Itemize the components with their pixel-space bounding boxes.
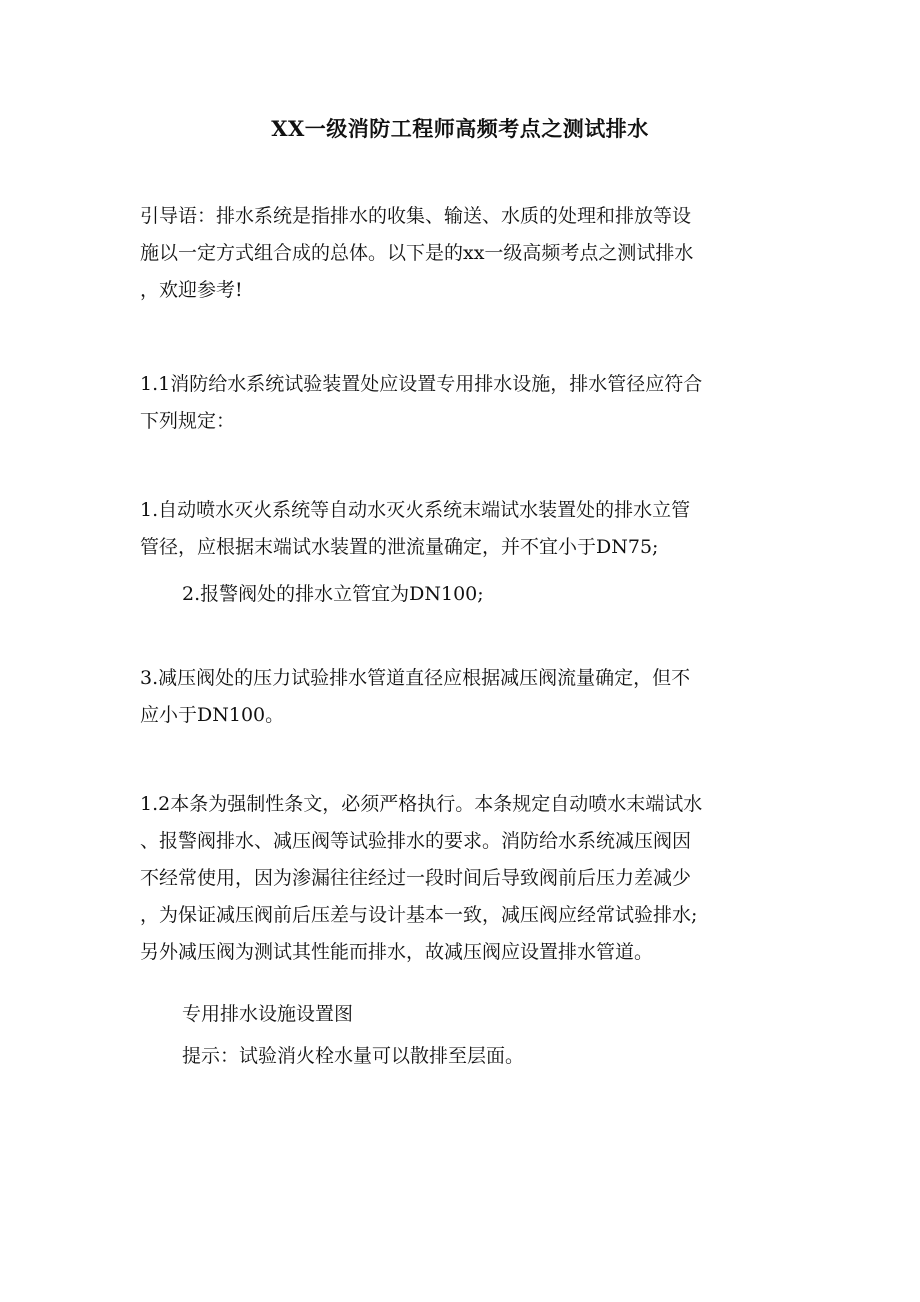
intro-line: 引导语：排水系统是指排水的收集、输送、水质的处理和排放等设: [140, 205, 692, 227]
item-2-paragraph: [140, 576, 784, 613]
item-3-line: 3.减压阀处的压力试验排水管道直径应根据减压阀流量确定，但不: [140, 667, 691, 689]
figure-caption: 专用排水设施设置图: [182, 1003, 354, 1025]
section-1-1-paragraph: [140, 366, 784, 440]
section-1-2-paragraph: [140, 786, 784, 971]
section-1-2-line: 1.2本条为强制性条文，必须严格执行。本条规定自动喷水末端试水: [140, 793, 703, 815]
tip-text: 提示：试验消火栓水量可以散排至层面。: [182, 1045, 525, 1067]
intro-paragraph: [140, 198, 784, 309]
figure-caption-paragraph: [140, 996, 784, 1033]
item-2-line: 2.报警阀处的排水立管宜为DN100;: [182, 583, 484, 605]
item-1-line: 1.自动喷水灭火系统等自动水灭火系统末端试水装置处的排水立管: [140, 499, 691, 521]
section-1-2-line: ，为保证减压阀前后压差与设计基本一致，减压阀应经常试验排水;: [140, 904, 698, 926]
section-1-2-line: 、报警阀排水、减压阀等试验排水的要求。消防给水系统减压阀因: [140, 830, 692, 852]
section-1-2-line: 另外减压阀为测试其性能而排水，故减压阀应设置排水管道。: [140, 941, 654, 963]
section-1-2-line: 不经常使用，因为渗漏往往经过一段时间后导致阀前后压力差减少: [140, 867, 692, 889]
intro-line: 施以一定方式组合成的总体。以下是的xx一级高频考点之测试排水: [140, 242, 694, 264]
item-3-paragraph: [140, 660, 784, 734]
item-3-line: 应小于DN100。: [140, 704, 285, 726]
section-1-1-line: 下列规定：: [140, 410, 236, 432]
document-title: XX一级消防工程师高频考点之测试排水: [271, 116, 649, 141]
tip-paragraph: [140, 1038, 784, 1075]
section-1-1-line: 1.1消防给水系统试验装置处应设置专用排水设施，排水管径应符合: [140, 373, 703, 395]
item-1-paragraph: [140, 492, 784, 566]
intro-line: ，欢迎参考!: [140, 279, 243, 301]
item-1-line: 管径，应根据末端试水装置的泄流量确定，并不宜小于DN75;: [140, 536, 659, 558]
